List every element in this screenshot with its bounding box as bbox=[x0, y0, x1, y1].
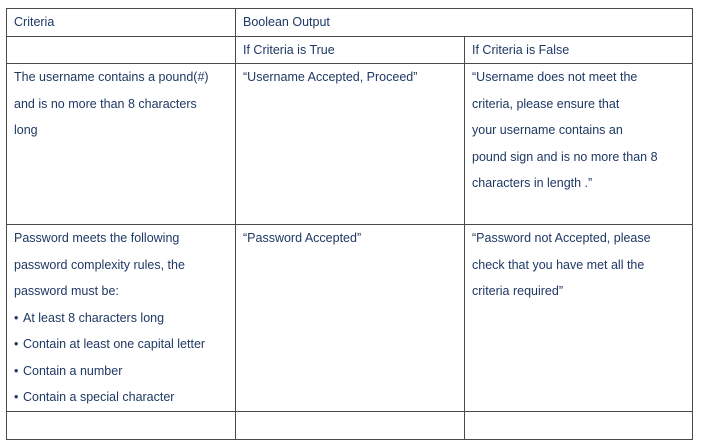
username-true-cell bbox=[236, 64, 465, 225]
criteria-header-text: Criteria bbox=[14, 15, 55, 29]
header-row bbox=[7, 9, 693, 37]
password-false-cell bbox=[465, 225, 693, 412]
password-criteria-cell bbox=[7, 225, 236, 412]
true-output-line: “Password Accepted” bbox=[243, 231, 362, 245]
bullet-icon: • bbox=[14, 310, 19, 325]
password-true-cell bbox=[236, 225, 465, 412]
username-criteria-cell bbox=[7, 64, 236, 225]
criteria-line: password complexity rules, the bbox=[14, 257, 185, 272]
boolean-output-header-text: Boolean Output bbox=[243, 15, 330, 29]
true-output-line: “Username Accepted, Proceed” bbox=[243, 70, 418, 84]
empty-row bbox=[7, 411, 693, 439]
criteria-table bbox=[6, 8, 693, 440]
bullet-text: Contain a special character bbox=[23, 390, 175, 404]
criteria-line: The username contains a pound(#) bbox=[14, 70, 209, 84]
false-output-line: “Username does not meet the bbox=[472, 70, 638, 84]
username-false-cell bbox=[465, 64, 693, 225]
false-output-line: characters in length .” bbox=[472, 176, 593, 190]
criteria-line: Password meets the following bbox=[14, 231, 180, 245]
table-row bbox=[7, 64, 693, 225]
bullet-icon: • bbox=[14, 363, 19, 378]
criteria-line: long bbox=[14, 123, 38, 137]
criteria-line: and is no more than 8 characters bbox=[14, 96, 197, 111]
bullet-text: Contain a number bbox=[23, 363, 123, 378]
false-output-line: criteria required” bbox=[472, 284, 564, 298]
false-output-line: criteria, please ensure that bbox=[472, 96, 620, 111]
bullet-item bbox=[14, 331, 235, 358]
empty-cell bbox=[465, 411, 693, 439]
bullet-text: Contain at least one capital letter bbox=[23, 337, 206, 351]
boolean-output-header bbox=[236, 9, 693, 37]
false-output-line: check that you have met all the bbox=[472, 257, 645, 272]
false-output-line: “Password not Accepted, please bbox=[472, 231, 651, 245]
if-false-header-text: If Criteria is False bbox=[472, 42, 570, 57]
empty-cell bbox=[236, 411, 465, 439]
bullet-icon: • bbox=[14, 337, 19, 351]
criteria-line: password must be: bbox=[14, 284, 119, 298]
subheader-row bbox=[7, 36, 693, 64]
bullet-icon: • bbox=[14, 390, 19, 404]
false-output-line: your username contains an bbox=[472, 123, 623, 137]
criteria-header bbox=[7, 9, 236, 37]
table-row bbox=[7, 225, 693, 412]
if-true-header bbox=[236, 36, 465, 64]
subheader-blank-cell bbox=[7, 36, 236, 64]
false-output-line: pound sign and is no more than 8 bbox=[472, 149, 658, 164]
if-true-header-text: If Criteria is True bbox=[243, 42, 335, 57]
bullet-item bbox=[14, 384, 235, 411]
empty-cell bbox=[7, 411, 236, 439]
bullet-item bbox=[14, 358, 235, 385]
if-false-header bbox=[465, 36, 693, 64]
bullet-item bbox=[14, 305, 235, 332]
bullet-text: At least 8 characters long bbox=[23, 310, 165, 325]
